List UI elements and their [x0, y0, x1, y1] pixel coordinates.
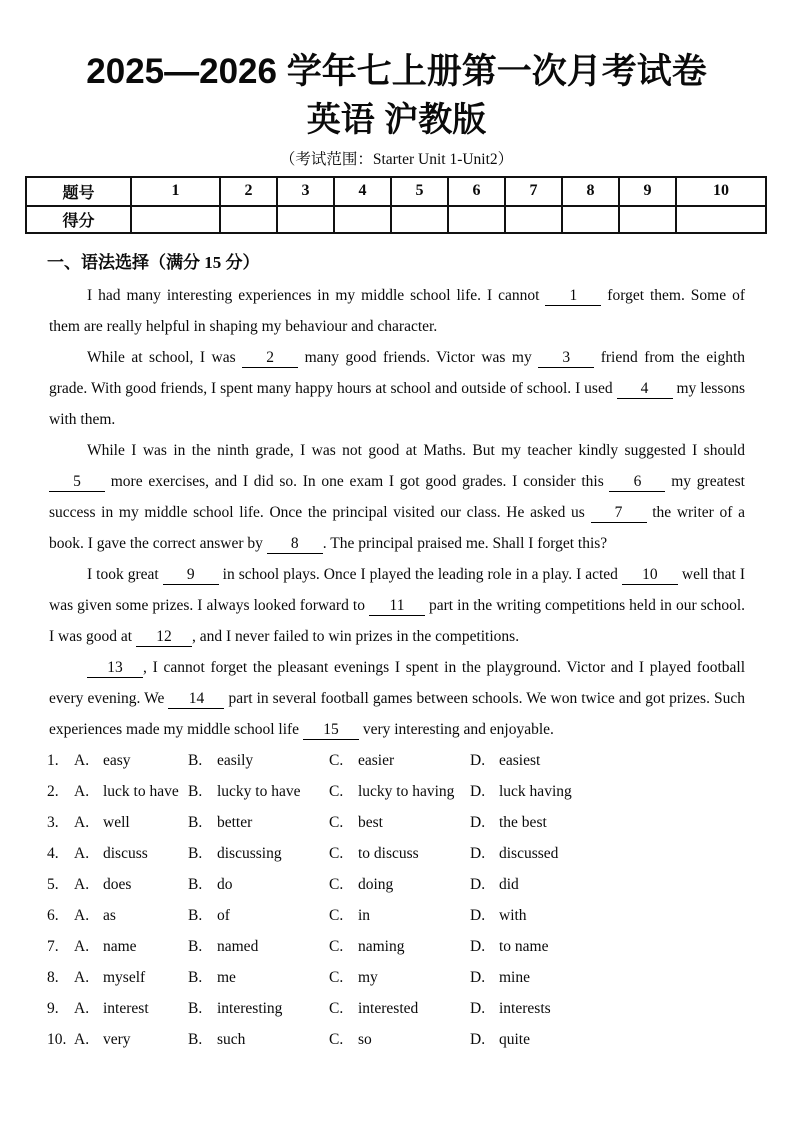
- option-row-8: [47, 962, 753, 993]
- choice-text-d: interests: [499, 999, 551, 1017]
- choice-text-a: easy: [103, 751, 131, 769]
- choice-text-b: of: [217, 906, 230, 924]
- score-cell: [619, 206, 676, 233]
- question-number-cell: 1: [131, 177, 220, 206]
- option-row-1: [47, 745, 753, 776]
- choice-label-b: B.: [188, 844, 203, 862]
- question-number-cell: 6: [448, 177, 505, 206]
- option-row-9: [47, 993, 753, 1024]
- choice-text-c: lucky to having: [358, 782, 455, 800]
- cloze-blank-3: 3: [538, 348, 594, 368]
- choice-label-d: D.: [470, 813, 486, 831]
- choice-text-b: do: [217, 875, 233, 893]
- passage-text: my lessons with them.: [49, 379, 745, 428]
- choice-label-c: C.: [329, 968, 344, 986]
- score-cell: [391, 206, 448, 233]
- passage-text: part in the writing competitions held in our school. I was good at: [49, 596, 745, 645]
- score-cell: [448, 206, 505, 233]
- choice-label-d: D.: [470, 751, 486, 769]
- choice-text-b: better: [217, 813, 253, 831]
- choice-label-c: C.: [329, 875, 344, 893]
- choice-label-b: B.: [188, 968, 203, 986]
- multiple-choice-options: [47, 745, 753, 1055]
- choice-label-a: A.: [74, 875, 90, 893]
- option-number: 7.: [47, 937, 59, 955]
- option-number: 6.: [47, 906, 59, 924]
- choice-label-b: B.: [188, 813, 203, 831]
- choice-label-d: D.: [470, 906, 486, 924]
- score-header: 得分: [26, 206, 131, 233]
- choice-label-c: C.: [329, 906, 344, 924]
- score-cell: [277, 206, 334, 233]
- choice-label-a: A.: [74, 751, 90, 769]
- choice-text-b: lucky to have: [217, 782, 301, 800]
- option-number: 8.: [47, 968, 59, 986]
- cloze-blank-1: 1: [545, 286, 601, 306]
- option-number: 10.: [47, 1030, 67, 1048]
- choice-text-a: name: [103, 937, 137, 955]
- passage-paragraph-1: [49, 280, 745, 342]
- choice-text-c: naming: [358, 937, 405, 955]
- question-number-cell: 7: [505, 177, 562, 206]
- choice-label-c: C.: [329, 937, 344, 955]
- passage-text: . The principal praised me. Shall I forget this?: [322, 534, 608, 552]
- cloze-blank-8: 8: [267, 534, 323, 554]
- option-row-7: [47, 931, 753, 962]
- choice-label-b: B.: [188, 999, 203, 1017]
- choice-label-d: D.: [470, 875, 486, 893]
- choice-label-a: A.: [74, 1030, 90, 1048]
- choice-label-b: B.: [188, 875, 203, 893]
- passage-text: the writer of a book. I gave the correct answer by: [49, 503, 745, 552]
- choice-text-a: interest: [103, 999, 149, 1017]
- choice-label-b: B.: [188, 906, 203, 924]
- choice-text-a: discuss: [103, 844, 148, 862]
- exam-scope-note: （考试范围：Starter Unit 1-Unit2）: [279, 150, 514, 168]
- cloze-blank-15: 15: [303, 720, 359, 740]
- passage-text: part in several football games between schools. We won twice and got prizes. Such experiences made my middle school life: [49, 689, 745, 738]
- choice-text-a: does: [103, 875, 132, 893]
- cloze-blank-7: 7: [591, 503, 647, 523]
- question-number-cell: 8: [562, 177, 619, 206]
- score-cell: [676, 206, 766, 233]
- table-row-question-numbers: [26, 177, 766, 206]
- page-title-line2: 英语 沪教版: [306, 100, 487, 139]
- choice-label-a: A.: [74, 906, 90, 924]
- question-number-cell: 2: [220, 177, 277, 206]
- choice-text-a: very: [103, 1030, 131, 1048]
- choice-text-c: in: [358, 906, 371, 924]
- cloze-blank-6: 6: [609, 472, 665, 492]
- choice-text-b: easily: [217, 751, 254, 769]
- cloze-blank-5: 5: [49, 472, 105, 492]
- page-title-line1: 2025—2026 学年七上册第一次月考试卷: [86, 52, 707, 91]
- cloze-blank-9: 9: [163, 565, 219, 585]
- option-number: 3.: [47, 813, 59, 831]
- choice-label-d: D.: [470, 999, 486, 1017]
- score-cell: [562, 206, 619, 233]
- choice-label-b: B.: [188, 782, 203, 800]
- choice-label-a: A.: [74, 813, 90, 831]
- option-number: 2.: [47, 782, 59, 800]
- section-one-heading: 一、语法选择（满分 15 分）: [47, 252, 260, 272]
- passage-text: , and I never failed to win prizes in the competitions.: [191, 627, 520, 645]
- choice-text-a: myself: [103, 968, 146, 986]
- passage-text: friend from the eighth grade. With good friends, I spent many happy hours at school and outside of school. I used: [49, 348, 745, 397]
- option-number: 4.: [47, 844, 59, 862]
- choice-text-b: discussing: [217, 844, 282, 862]
- choice-label-c: C.: [329, 1030, 344, 1048]
- choice-label-d: D.: [470, 844, 486, 862]
- choice-label-b: B.: [188, 1030, 203, 1048]
- question-number-header: 题号: [26, 177, 131, 206]
- cloze-blank-10: 10: [622, 565, 678, 585]
- cloze-blank-11: 11: [369, 596, 425, 616]
- choice-text-c: best: [358, 813, 383, 831]
- option-number: 9.: [47, 999, 59, 1017]
- passage-text: , I cannot forget the pleasant evenings I spent in the playground. Victor and I played football every evening. We: [49, 658, 745, 707]
- choice-text-d: with: [499, 906, 527, 924]
- cloze-passage: [49, 280, 745, 745]
- option-number: 1.: [47, 751, 59, 769]
- choice-label-a: A.: [74, 999, 90, 1017]
- choice-text-d: luck having: [499, 782, 572, 800]
- table-row-scores: [26, 206, 766, 233]
- passage-text: many good friends. Victor was my: [298, 348, 539, 366]
- choice-label-a: A.: [74, 782, 90, 800]
- choice-text-a: well: [103, 813, 130, 831]
- choice-label-a: A.: [74, 937, 90, 955]
- choice-text-c: doing: [358, 875, 394, 893]
- choice-label-c: C.: [329, 999, 344, 1017]
- passage-text: well that I was given some prizes. I always looked forward to: [49, 565, 745, 614]
- question-number-cell: 10: [676, 177, 766, 206]
- choice-text-c: my: [358, 968, 378, 986]
- choice-label-a: A.: [74, 844, 90, 862]
- passage-text: in school plays. Once I played the leading role in a play. I acted: [218, 565, 622, 583]
- choice-text-b: such: [217, 1030, 246, 1048]
- choice-label-c: C.: [329, 751, 344, 769]
- passage-text: While I was in the ninth grade, I was not good at Maths. But my teacher kindly suggested I should: [87, 441, 745, 459]
- cloze-blank-12: 12: [136, 627, 192, 647]
- choice-text-a: luck to have: [103, 782, 179, 800]
- cloze-blank-2: 2: [242, 348, 298, 368]
- choice-text-a: as: [103, 906, 116, 924]
- passage-paragraph-3: [49, 435, 745, 559]
- choice-text-d: easiest: [499, 751, 541, 769]
- score-table: [25, 176, 767, 234]
- choice-label-c: C.: [329, 844, 344, 862]
- passage-text: forget them. Some of them are really helpful in shaping my behaviour and character.: [49, 286, 745, 335]
- choice-text-b: interesting: [217, 999, 283, 1017]
- choice-label-d: D.: [470, 782, 486, 800]
- choice-text-d: the best: [499, 813, 547, 831]
- option-row-4: [47, 838, 753, 869]
- passage-paragraph-5: [49, 652, 745, 745]
- choice-text-d: quite: [499, 1030, 530, 1048]
- passage-text: While at school, I was: [87, 348, 243, 366]
- choice-label-b: B.: [188, 751, 203, 769]
- option-row-3: [47, 807, 753, 838]
- choice-text-d: discussed: [499, 844, 559, 862]
- option-row-10: [47, 1024, 753, 1055]
- passage-text: my greatest success in my middle school life. Once the principal visited our class. He asked us: [49, 472, 745, 521]
- cloze-blank-13: 13: [87, 658, 143, 678]
- cloze-blank-14: 14: [168, 689, 224, 709]
- score-cell: [220, 206, 277, 233]
- choice-text-d: to name: [499, 937, 549, 955]
- choice-text-c: to discuss: [358, 844, 419, 862]
- option-row-2: [47, 776, 753, 807]
- choice-label-b: B.: [188, 937, 203, 955]
- question-number-cell: 4: [334, 177, 391, 206]
- passage-text: more exercises, and I did so. In one exam I got good grades. I consider this: [105, 472, 610, 490]
- passage-text: I took great: [87, 565, 163, 583]
- score-cell: [131, 206, 220, 233]
- passage-text: I had many interesting experiences in my middle school life. I cannot: [87, 286, 546, 304]
- passage-text: very interesting and enjoyable.: [358, 720, 554, 738]
- choice-label-c: C.: [329, 813, 344, 831]
- score-cell: [505, 206, 562, 233]
- question-number-cell: 9: [619, 177, 676, 206]
- option-row-6: [47, 900, 753, 931]
- choice-text-c: so: [358, 1030, 372, 1048]
- passage-paragraph-2: [49, 342, 745, 435]
- option-number: 5.: [47, 875, 59, 893]
- choice-text-b: me: [217, 968, 236, 986]
- question-number-cell: 5: [391, 177, 448, 206]
- question-number-cell: 3: [277, 177, 334, 206]
- choice-text-d: did: [499, 875, 519, 893]
- choice-label-c: C.: [329, 782, 344, 800]
- choice-label-d: D.: [470, 1030, 486, 1048]
- choice-label-d: D.: [470, 937, 486, 955]
- choice-text-c: easier: [358, 751, 395, 769]
- score-cell: [334, 206, 391, 233]
- choice-label-a: A.: [74, 968, 90, 986]
- option-row-5: [47, 869, 753, 900]
- cloze-blank-4: 4: [617, 379, 673, 399]
- passage-paragraph-4: [49, 559, 745, 652]
- choice-label-d: D.: [470, 968, 486, 986]
- choice-text-c: interested: [358, 999, 419, 1017]
- choice-text-d: mine: [499, 968, 530, 986]
- choice-text-b: named: [217, 937, 259, 955]
